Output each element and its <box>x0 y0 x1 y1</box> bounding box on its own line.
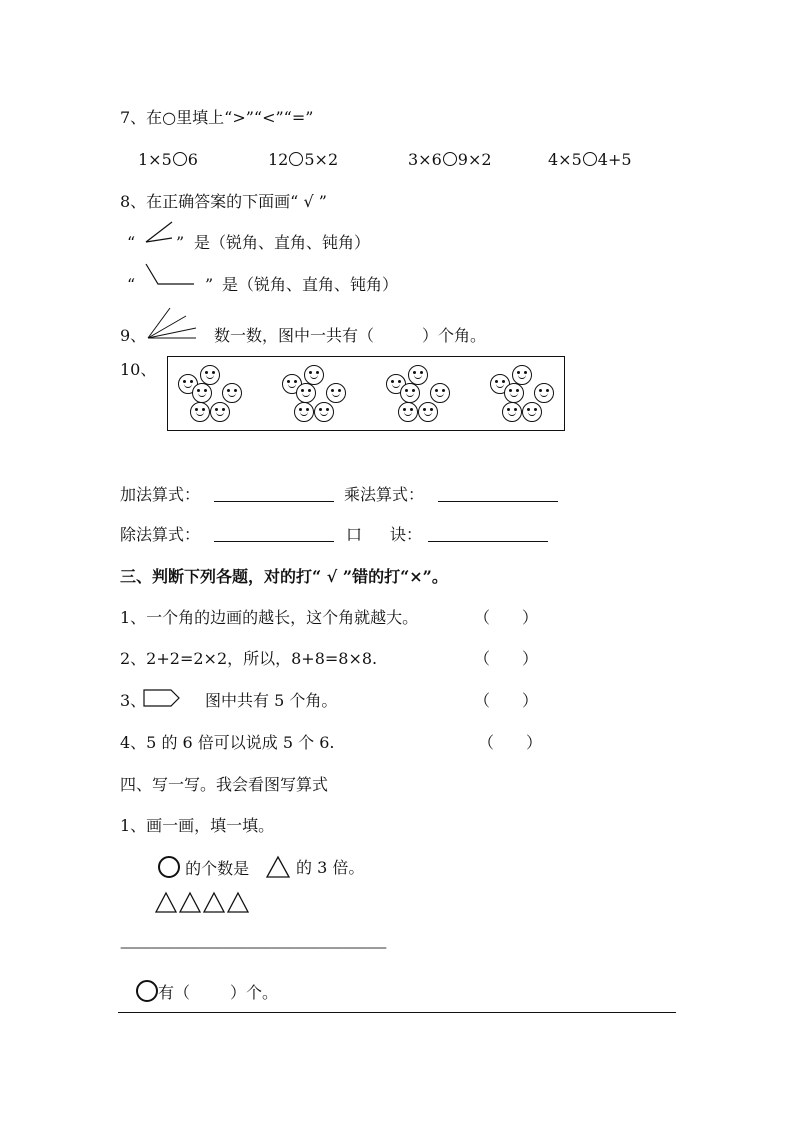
smiley-face-icon <box>504 383 524 403</box>
smiley-face-icon <box>400 383 420 403</box>
smiley-face-icon <box>430 383 450 403</box>
smiley-face-icon <box>502 402 522 422</box>
q7-title: 7、在○里填上“>”“<”“=” <box>120 108 314 127</box>
smiley-face-icon <box>210 402 230 422</box>
division-label: 除法算式： <box>120 525 201 544</box>
circle-count-sentence <box>136 980 278 1003</box>
q7-item-4-right: 4+5 <box>597 150 632 169</box>
smiley-face-icon <box>304 365 324 385</box>
footer-rule <box>118 1012 676 1013</box>
q7-item-3-left: 3×6 <box>408 150 442 169</box>
q8-open-quote-1: “ <box>127 233 136 252</box>
rhyme-label-2: 诀： <box>390 525 423 544</box>
addition-label: 加法算式： <box>120 485 201 504</box>
q7-item-1-right: 6 <box>187 150 198 169</box>
q7-item-2 <box>268 150 338 170</box>
addition-answer-blank[interactable] <box>214 485 334 502</box>
s3-item-4-text: 4、5 的 6 倍可以说成 5 个 6. <box>120 733 335 752</box>
smiley-face-icon <box>296 383 316 403</box>
smiley-face-icon <box>222 383 242 403</box>
circle-icon <box>158 856 180 878</box>
smiley-face-icon <box>408 365 428 385</box>
drawing-dash-line: —————————————————————— <box>120 938 384 956</box>
multiplication-label: 乘法算式： <box>344 485 425 504</box>
q7-item-3 <box>408 150 492 170</box>
s3-item-3-text: 图中共有 5 个角。 <box>205 691 338 710</box>
circle-icon <box>136 980 158 1002</box>
q7-item-1 <box>138 150 198 170</box>
q7-item-4 <box>548 150 632 170</box>
compare-circle-icon[interactable] <box>289 152 303 166</box>
q8-options-2: 是（锐角、直角、钝角） <box>222 275 399 294</box>
q7-item-1-left: 1×5 <box>138 150 172 169</box>
s3-item-1-answer[interactable]: （ ） <box>474 608 539 627</box>
q8-close-quote-2: ” <box>205 275 214 294</box>
rays-angle-icon <box>146 306 198 340</box>
q9-number: 9、 <box>120 326 147 345</box>
q8-options-1: 是（锐角、直角、钝角） <box>194 233 371 252</box>
compare-circle-icon[interactable] <box>443 152 457 166</box>
smiley-faces-box <box>167 356 565 431</box>
q7-item-4-left: 4×5 <box>548 150 582 169</box>
q10-number: 10、 <box>120 360 157 379</box>
pentagon-arrow-icon <box>143 689 181 707</box>
smiley-face-icon <box>534 383 554 403</box>
smiley-face-icon <box>418 402 438 422</box>
answer-post: ）个。 <box>230 983 279 1002</box>
triangle-icon <box>180 893 200 912</box>
q8-title: 8、在正确答案的下面画“ √ ” <box>120 192 327 211</box>
smiley-face-icon <box>326 383 346 403</box>
q8-close-quote-1: ” <box>176 233 185 252</box>
acute-angle-icon <box>142 220 174 246</box>
smiley-face-icon <box>294 402 314 422</box>
smiley-face-icon <box>200 365 220 385</box>
smiley-face-icon <box>190 402 210 422</box>
q8-open-quote-2: “ <box>127 275 136 294</box>
answer-pre: 有（ <box>158 983 191 1002</box>
triangles-row <box>155 892 251 914</box>
s3-item-4-answer[interactable]: （ ） <box>478 733 543 752</box>
triangle-icon <box>204 893 224 912</box>
compare-circle-icon[interactable] <box>583 152 597 166</box>
multiplication-answer-blank[interactable] <box>438 485 558 502</box>
section3-title: 三、判断下列各题，对的打“ √ ”错的打“×”。 <box>120 567 448 586</box>
triangle-icon <box>228 893 248 912</box>
q7-item-3-right: 9×2 <box>457 150 492 169</box>
smiley-face-icon <box>192 383 212 403</box>
s3-item-3-answer[interactable]: （ ） <box>474 691 539 710</box>
q9-text: 数一数，图中一共有（ ）个角。 <box>214 326 487 345</box>
rhyme-label-1: 口 <box>346 525 363 544</box>
section4-title: 四、写一写。我会看图写算式 <box>120 775 329 794</box>
section4-sub: 1、画一画，填一填。 <box>120 816 275 835</box>
phrase-b: 的 3 倍。 <box>296 858 365 877</box>
division-answer-blank[interactable] <box>214 525 334 542</box>
rhyme-answer-blank[interactable] <box>428 525 548 542</box>
q7-item-2-right: 5×2 <box>304 150 339 169</box>
s3-item-2-answer[interactable]: （ ） <box>474 649 539 668</box>
obtuse-angle-icon <box>144 262 196 288</box>
smiley-face-icon <box>512 365 532 385</box>
s3-item-1-text: 1、一个角的边画的越长，这个角就越大。 <box>120 608 419 627</box>
smiley-face-icon <box>314 402 334 422</box>
q7-item-2-left: 12 <box>268 150 289 169</box>
s3-item-3-number: 3、 <box>120 691 147 710</box>
s3-item-2-text: 2、2+2=2×2，所以，8+8=8×8. <box>120 649 378 668</box>
smiley-face-icon <box>398 402 418 422</box>
circle-triangle-sentence <box>158 856 249 879</box>
compare-circle-icon[interactable] <box>173 152 187 166</box>
phrase-a: 的个数是 <box>185 859 250 878</box>
triangle-icon <box>266 856 290 878</box>
triangle-icon <box>156 893 176 912</box>
smiley-face-icon <box>522 402 542 422</box>
